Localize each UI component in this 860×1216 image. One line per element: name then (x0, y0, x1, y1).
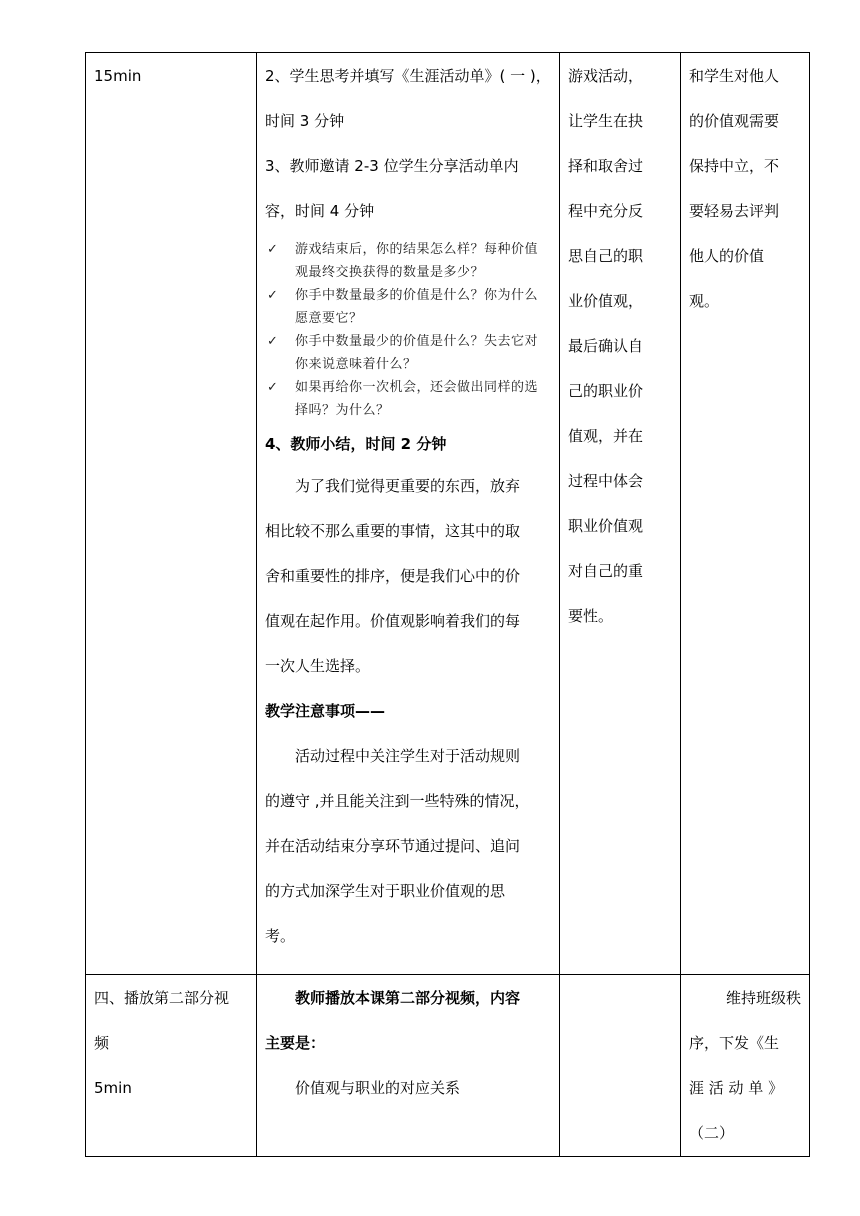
summary-line: 相比较不那么重要的事情，这其中的取 (265, 522, 521, 540)
step-2-line-1: 2、学生思考并填写《生涯活动单》( 一 )， (265, 67, 551, 85)
intent-line: 对自己的重 (568, 562, 644, 580)
summary-line: 舍和重要性的排序，便是我们心中的价 (265, 567, 521, 585)
intent-line: 值观，并在 (568, 427, 644, 445)
video-intro-line: 教师播放本课第二部分视频，内容 (295, 989, 521, 1007)
intent-line: 游戏活动， (568, 67, 644, 85)
intent-line: 过程中体会 (568, 472, 644, 490)
check-mark-icon: ✓ (267, 334, 279, 349)
notes-line: 考。 (265, 927, 296, 945)
remark-line: （二） (689, 1124, 735, 1142)
procedure-cell (257, 975, 560, 1157)
stage-title-line: 四、播放第二部分视 (94, 989, 230, 1007)
intent-line: 职业价值观 (568, 517, 644, 535)
procedure-cell (257, 53, 560, 975)
intent-line: 己的职业价 (568, 382, 644, 400)
summary-line: 为了我们觉得更重要的东西，放弃 (295, 477, 521, 495)
step-3-line-1: 3、教师邀请 2-3 位学生分享活动单内 (265, 157, 519, 175)
intent-line: 最后确认自 (568, 337, 644, 355)
list-item: ✓ 你手中数量最多的价值是什么？你为什么愿意要它？ (265, 284, 551, 330)
step-2-line-2: 时间 3 分钟 (265, 112, 345, 130)
remark-line: 维持班级秩 (725, 989, 801, 1007)
notes-line: 的遵守 ,并且能关注到一些特殊的情况， (265, 792, 530, 810)
remarks-cell (681, 53, 810, 975)
table-row (86, 53, 810, 975)
table-row (86, 975, 810, 1157)
discussion-questions (265, 238, 551, 422)
notes-heading: 教学注意事项—— (265, 702, 386, 720)
video-topic: 价值观与职业的对应关系 (295, 1079, 461, 1097)
check-mark-icon: ✓ (267, 288, 279, 303)
remark-line: 的价值观需要 (689, 112, 780, 130)
remark-line: 保持中立，不 (689, 157, 780, 175)
duration-text: 5min (94, 1079, 132, 1097)
intent-line: 思自己的职 (568, 247, 644, 265)
intent-line: 业价值观， (568, 292, 644, 310)
summary-line: 一次人生选择。 (265, 657, 371, 675)
step-4-heading: 4、教师小结，时间 2 分钟 (265, 435, 447, 453)
lesson-plan-table (85, 52, 810, 1157)
stage-title-line: 频 (94, 1034, 110, 1052)
remark-line: 序，下发《生 (689, 1034, 780, 1052)
check-mark-icon: ✓ (267, 242, 279, 257)
summary-line: 值观在起作用。价值观影响着我们的每 (265, 612, 521, 630)
remark-line: 他人的价值 (689, 247, 765, 265)
stage-cell (86, 975, 257, 1157)
check-mark-icon: ✓ (267, 380, 279, 395)
remarks-cell (681, 975, 810, 1157)
remark-line: 观。 (689, 292, 720, 310)
intent-line: 让学生在抉 (568, 112, 644, 130)
notes-line: 并在活动结束分享环节通过提问、追问 (265, 837, 521, 855)
time-cell (86, 53, 257, 975)
duration-text: 15min (94, 67, 142, 85)
list-item: ✓ 你手中数量最少的价值是什么？失去它对你来说意味着什么？ (265, 330, 551, 376)
list-item: ✓ 游戏结束后，你的结果怎么样？每种价值观最终交换获得的数量是多少？ (265, 238, 551, 284)
list-item: ✓ 如果再给你一次机会，还会做出同样的选择吗？为什么？ (265, 376, 551, 422)
step-3-line-2: 容，时间 4 分钟 (265, 202, 375, 220)
remark-line: 和学生对他人 (689, 67, 780, 85)
design-intent-cell (560, 53, 681, 975)
video-intro-line: 主要是： (265, 1034, 326, 1052)
remark-line: 要轻易去评判 (689, 202, 780, 220)
intent-line: 择和取舍过 (568, 157, 644, 175)
design-intent-cell (560, 975, 681, 1157)
notes-line: 活动过程中关注学生对于活动规则 (295, 747, 521, 765)
notes-line: 的方式加深学生对于职业价值观的思 (265, 882, 506, 900)
intent-line: 程中充分反 (568, 202, 644, 220)
remark-line: 涯 活 动 单 》 (689, 1079, 784, 1097)
intent-line: 要性。 (568, 607, 614, 625)
